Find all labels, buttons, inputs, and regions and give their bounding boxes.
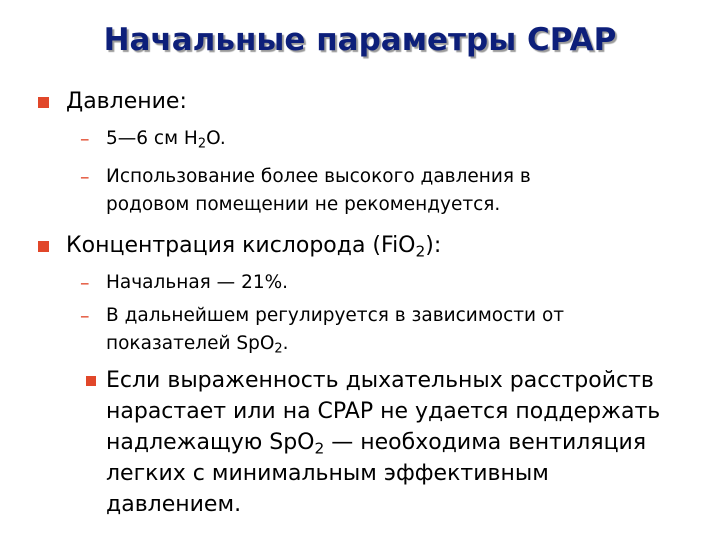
pressure-range-sub: 2 <box>197 136 207 152</box>
bullet-oxygen-concentration <box>66 233 441 259</box>
ventilation-note-line3 <box>106 428 646 458</box>
oxygen-concentration-tail: ): <box>425 233 442 258</box>
bullet-square-icon <box>86 376 96 386</box>
oxygen-concentration-text: Концентрация кислорода (FiO <box>66 233 416 258</box>
slide-title: Начальные параметры CPAP <box>103 22 617 58</box>
fio2-adjustment-line2-text: показателей SpO <box>106 333 275 354</box>
bullet-square-icon <box>38 97 49 108</box>
fio2-adjustment-line2-tail: . <box>282 333 289 354</box>
ventilation-note-line1: Если выраженность дыхательных расстройств <box>106 368 654 393</box>
fio2-adjustment-line1: В дальнейшем регулируется в зависимости от <box>106 305 565 326</box>
dash-icon: – <box>80 272 90 294</box>
pressure-range-tail: O. <box>206 128 226 149</box>
dash-icon: – <box>80 128 90 150</box>
ventilation-note-line2: нарастает или на CPAP не удается поддержать <box>106 399 661 424</box>
bullet-pressure: Давление: <box>66 89 187 114</box>
high-pressure-note-line1: Использование более высокого давления в <box>106 166 531 187</box>
bullet-square-icon <box>38 241 49 252</box>
pressure-range <box>106 128 226 150</box>
initial-fio2: Начальная — 21%. <box>106 272 289 293</box>
ventilation-note-line3-text: надлежащую SpO <box>106 430 315 455</box>
ventilation-note-line4: легких с минимальным эффективным <box>106 461 549 486</box>
pressure-range-text: 5—6 см H <box>106 128 198 149</box>
ventilation-note-line3-tail: — необходима вентиляция <box>324 430 647 455</box>
ventilation-note-line3-sub: 2 <box>314 439 325 458</box>
fio2-adjustment-line2-sub: 2 <box>274 341 283 357</box>
dash-icon: – <box>80 305 90 327</box>
high-pressure-note-line2: родовом помещении не рекомендуется. <box>106 194 501 215</box>
fio2-adjustment-line2 <box>106 333 289 355</box>
oxygen-concentration-sub: 2 <box>415 242 426 261</box>
ventilation-note-line5: давлением. <box>106 492 242 517</box>
dash-icon: – <box>80 166 90 188</box>
